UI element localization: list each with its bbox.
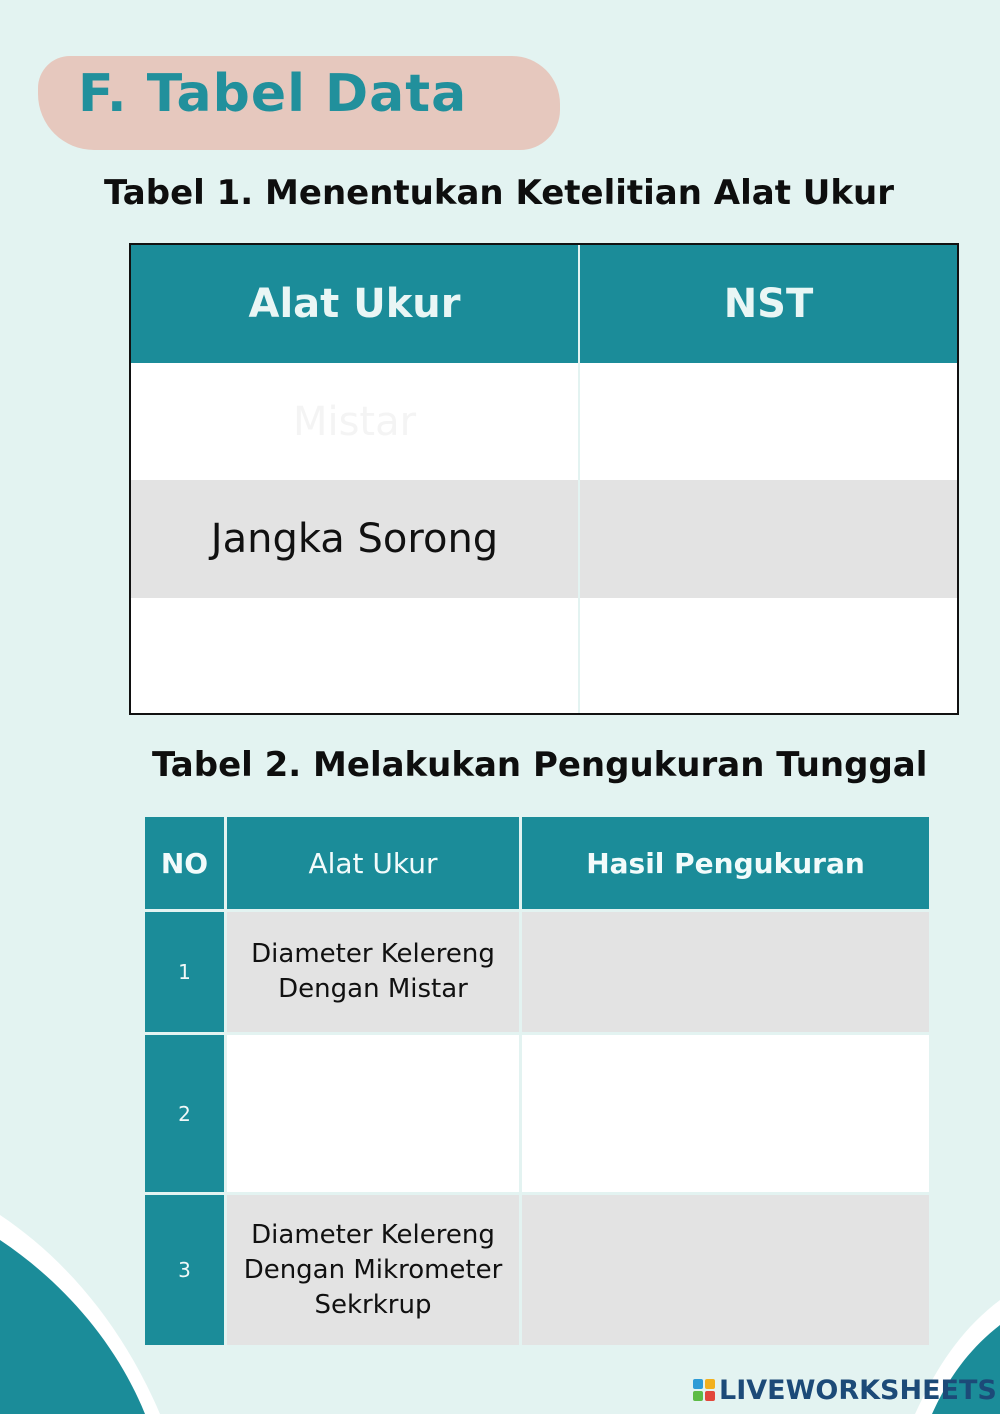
table1-nst-input[interactable] [580, 598, 957, 713]
row-number: 3 [145, 1195, 224, 1345]
page-title: F. Tabel Data [78, 64, 468, 124]
table1-header-row [131, 245, 957, 363]
table2-result-input[interactable] [522, 912, 929, 1032]
table1-header-tool: Alat Ukur [131, 245, 580, 363]
table2-tool-cell: Diameter Kelereng Dengan Mikrometer Sekrkrup [224, 1195, 522, 1345]
table1-tool-cell: Jangka Sorong [131, 480, 580, 598]
table1-header-nst: NST [723, 281, 814, 327]
table2-tool-cell: Diameter Kelereng Dengan Mistar [224, 912, 522, 1032]
table2-header-result: Hasil Pengukuran [586, 846, 865, 880]
logo-text: LIVEWORKSHEETS [719, 1374, 997, 1406]
row-number: 2 [145, 1035, 224, 1192]
table2-header-no: NO [145, 817, 224, 909]
table-row [145, 1195, 929, 1345]
table-row [131, 363, 957, 480]
table2-caption: Tabel 2. Melakukan Pengukuran Tunggal [152, 745, 928, 785]
table1-nst-input[interactable] [580, 480, 957, 598]
table2-tool-input[interactable] [224, 1035, 522, 1192]
table-row [131, 598, 957, 713]
liveworksheets-logo[interactable] [693, 1374, 997, 1406]
table1-tool-input[interactable] [131, 598, 580, 713]
table-row [131, 480, 957, 598]
table2-header-tool: Alat Ukur [224, 817, 522, 909]
row-number: 1 [145, 912, 224, 1032]
table1-nst-input[interactable] [580, 363, 957, 480]
table-row [145, 912, 929, 1032]
table-1 [129, 243, 959, 715]
table1-tool-cell: Mistar [131, 363, 580, 480]
table1-caption: Tabel 1. Menentukan Ketelitian Alat Ukur [104, 173, 894, 213]
liveworksheets-logo-icon [693, 1379, 715, 1401]
table-row [145, 1035, 929, 1192]
table2-result-input[interactable] [522, 1035, 929, 1192]
table2-header-row [145, 817, 929, 909]
table-2 [145, 817, 929, 1345]
table2-result-input[interactable] [522, 1195, 929, 1345]
